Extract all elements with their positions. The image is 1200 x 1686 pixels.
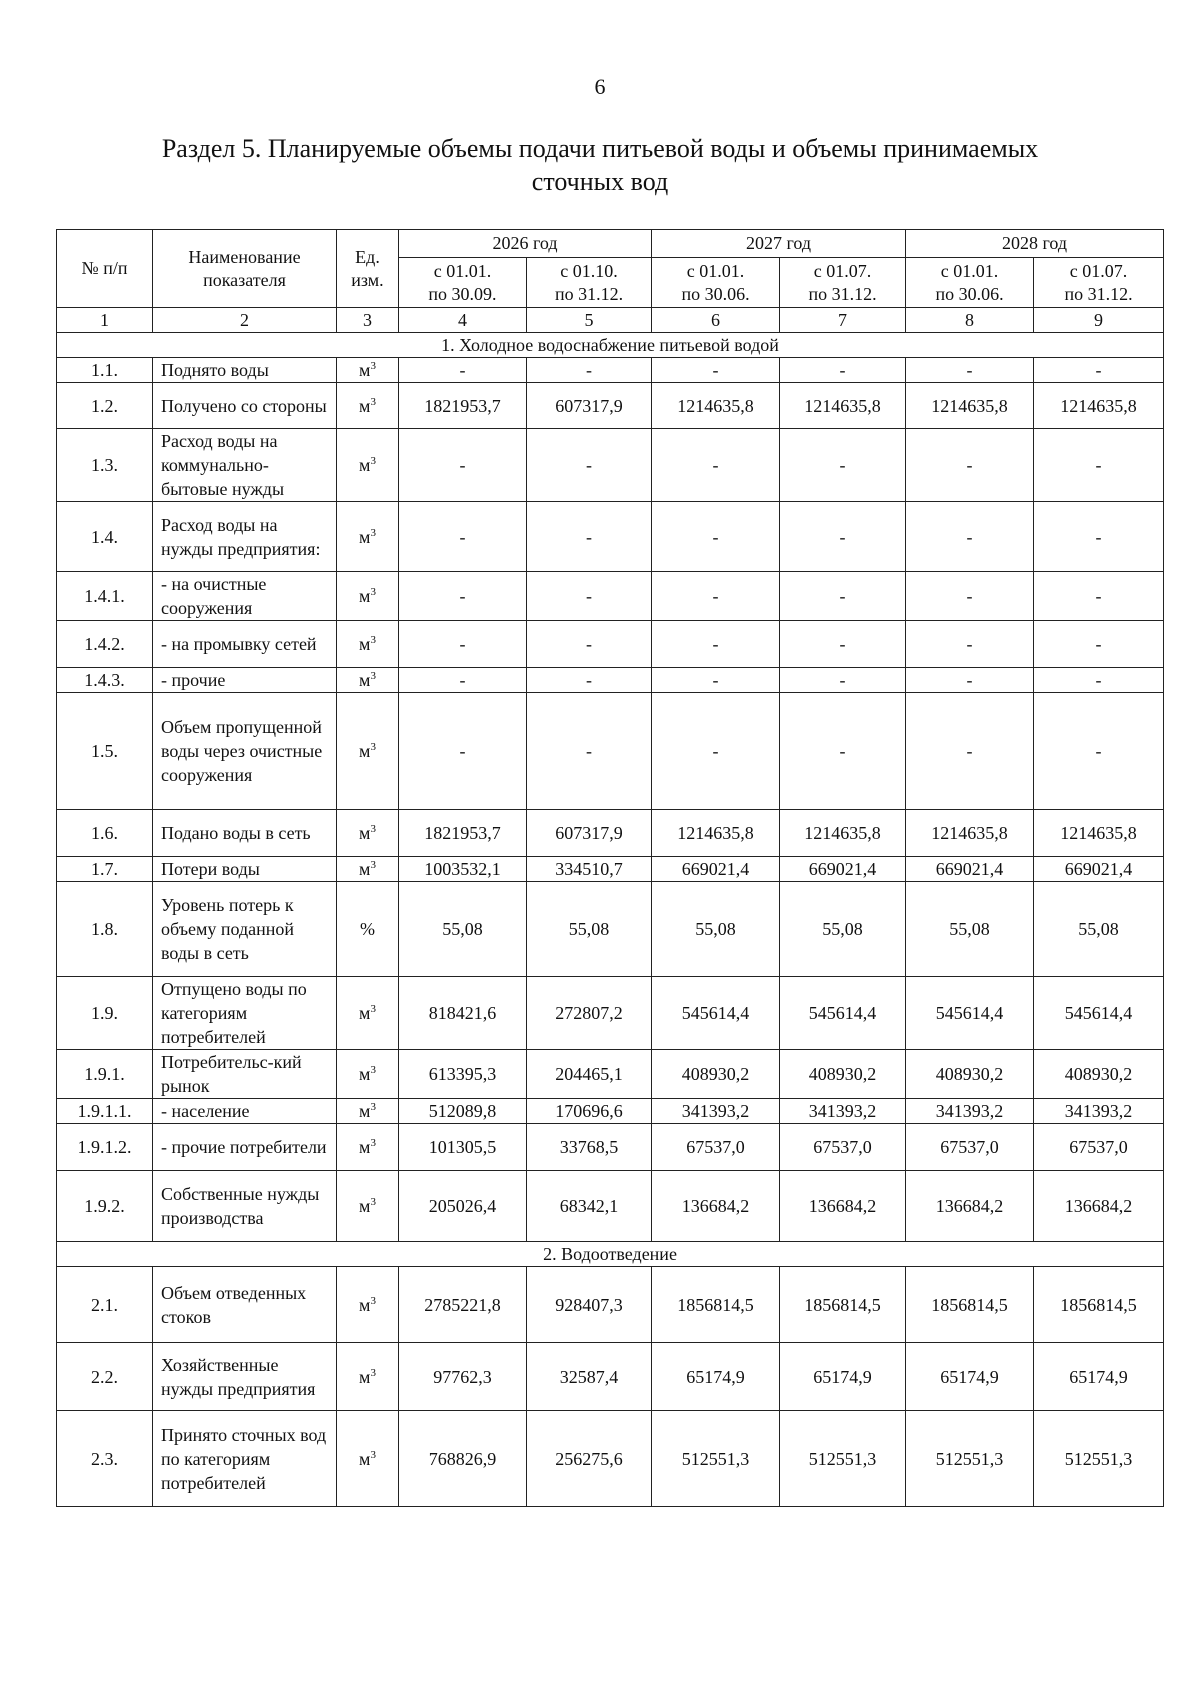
row-number: 1.4.1. — [57, 572, 153, 621]
row-value: - — [527, 693, 652, 810]
row-value: - — [652, 668, 780, 693]
page-number: 6 — [594, 74, 606, 99]
row-name: - прочие — [153, 668, 337, 693]
row-value: 1214635,8 — [652, 810, 780, 857]
row-unit — [337, 358, 399, 383]
header-num: № п/п — [57, 230, 153, 308]
row-number: 1.9. — [57, 977, 153, 1050]
page-title — [60, 132, 1140, 198]
period-from: с 01.10. — [560, 260, 618, 281]
unit-text: м — [359, 859, 371, 879]
row-value: 408930,2 — [906, 1050, 1034, 1099]
row-value: - — [780, 621, 906, 668]
row-value: - — [780, 572, 906, 621]
row-number: 1.5. — [57, 693, 153, 810]
row-value: 341393,2 — [780, 1099, 906, 1124]
row-value: 2785221,8 — [399, 1267, 527, 1343]
period-from: с 01.01. — [686, 260, 745, 281]
section-row — [57, 1242, 1164, 1267]
unit-text: м — [359, 526, 371, 547]
row-value: 512551,3 — [780, 1411, 906, 1507]
row-value: 136684,2 — [780, 1171, 906, 1242]
table-row — [57, 857, 1164, 882]
row-unit — [337, 810, 399, 857]
unit-superscript: 3 — [370, 1294, 376, 1307]
unit-superscript: 3 — [370, 670, 376, 682]
row-value: - — [527, 572, 652, 621]
row-name: - прочие потребители — [153, 1124, 337, 1171]
row-unit — [337, 977, 399, 1050]
row-number: 1.9.1.1. — [57, 1099, 153, 1124]
row-value: - — [1034, 621, 1164, 668]
table-row — [57, 502, 1164, 572]
unit-superscript: 3 — [370, 741, 376, 753]
unit-text: м — [359, 1064, 371, 1084]
row-value: - — [652, 621, 780, 668]
section-title: 1. Холодное водоснабжение питьевой водой — [57, 333, 1164, 358]
row-unit — [337, 429, 399, 502]
unit-text: м — [359, 634, 371, 654]
table-row — [57, 1343, 1164, 1411]
unit-superscript: 3 — [370, 634, 376, 646]
row-value: 136684,2 — [1034, 1171, 1164, 1242]
row-value: 545614,4 — [906, 977, 1034, 1050]
title-line-2: сточных вод — [531, 167, 669, 196]
row-value: 1856814,5 — [906, 1267, 1034, 1343]
water-volume-table — [56, 229, 1164, 1507]
row-value: 607317,9 — [527, 383, 652, 429]
row-value: 1821953,7 — [399, 383, 527, 429]
unit-superscript: 3 — [370, 526, 376, 539]
unit-text: м — [359, 823, 371, 843]
row-value: - — [1034, 668, 1164, 693]
period-from: с 01.07. — [1069, 260, 1128, 281]
unit-superscript: 3 — [370, 859, 376, 871]
table-row — [57, 1411, 1164, 1507]
unit-superscript: 3 — [370, 586, 376, 598]
row-number: 1.2. — [57, 383, 153, 429]
row-value: 55,08 — [906, 882, 1034, 977]
unit-text: м — [359, 1196, 371, 1216]
column-number: 9 — [1034, 308, 1164, 333]
row-unit — [337, 502, 399, 572]
unit-text: м — [359, 395, 371, 416]
row-name: Подано воды в сеть — [153, 810, 337, 857]
table-row — [57, 572, 1164, 621]
column-number: 7 — [780, 308, 906, 333]
row-value: - — [652, 502, 780, 572]
row-unit — [337, 857, 399, 882]
row-value: - — [780, 668, 906, 693]
row-value: 65174,9 — [906, 1343, 1034, 1411]
row-value: 341393,2 — [906, 1099, 1034, 1124]
section-title: 2. Водоотведение — [57, 1242, 1164, 1267]
unit-text: м — [359, 1003, 371, 1023]
row-unit — [337, 572, 399, 621]
row-value: 55,08 — [399, 882, 527, 977]
row-number: 1.8. — [57, 882, 153, 977]
row-name: Объем отведенных стоков — [153, 1267, 337, 1343]
header-year-2027: 2027 год — [652, 230, 906, 258]
table-row — [57, 621, 1164, 668]
unit-text: % — [360, 919, 375, 939]
row-name: Уровень потерь к объему поданной воды в сеть — [153, 882, 337, 977]
row-name: Получено со стороны — [153, 383, 337, 429]
row-number: 1.9.1.2. — [57, 1124, 153, 1171]
row-value: 67537,0 — [780, 1124, 906, 1171]
row-value: 334510,7 — [527, 857, 652, 882]
unit-superscript: 3 — [370, 823, 376, 835]
row-name: Собственные нужды производства — [153, 1171, 337, 1242]
row-name: Хозяйственные нужды предприятия — [153, 1343, 337, 1411]
row-unit — [337, 1050, 399, 1099]
column-number: 3 — [337, 308, 399, 333]
table-row — [57, 1099, 1164, 1124]
row-value: - — [906, 358, 1034, 383]
row-value: 68342,1 — [527, 1171, 652, 1242]
row-value: 768826,9 — [399, 1411, 527, 1507]
row-value: 55,08 — [527, 882, 652, 977]
row-value: 613395,3 — [399, 1050, 527, 1099]
unit-superscript: 3 — [370, 1101, 376, 1113]
row-value: 408930,2 — [652, 1050, 780, 1099]
unit-superscript: 3 — [370, 1366, 376, 1379]
period-to: по 30.06. — [935, 283, 1004, 304]
row-name: Потребительс-кий рынок — [153, 1050, 337, 1099]
row-unit — [337, 1171, 399, 1242]
row-unit — [337, 1411, 399, 1507]
row-number: 2.3. — [57, 1411, 153, 1507]
unit-superscript: 3 — [370, 1064, 376, 1076]
row-value: 65174,9 — [652, 1343, 780, 1411]
row-value: - — [906, 572, 1034, 621]
header-period — [780, 258, 906, 308]
table-row — [57, 810, 1164, 857]
row-value: 669021,4 — [1034, 857, 1164, 882]
unit-text: м — [359, 1294, 371, 1315]
row-value: 512551,3 — [1034, 1411, 1164, 1507]
table-row — [57, 1267, 1164, 1343]
unit-superscript: 3 — [370, 395, 376, 408]
row-value: 101305,5 — [399, 1124, 527, 1171]
row-name: Потери воды — [153, 857, 337, 882]
unit-text: м — [359, 1366, 371, 1387]
row-number: 1.4.3. — [57, 668, 153, 693]
row-value: 256275,6 — [527, 1411, 652, 1507]
unit-superscript: 3 — [370, 1196, 376, 1208]
unit-superscript: 3 — [370, 1137, 376, 1149]
row-unit — [337, 1343, 399, 1411]
title-line-1: Раздел 5. Планируемые объемы подачи питьевой воды и объемы принимаемых — [161, 134, 1039, 163]
row-unit — [337, 1099, 399, 1124]
header-year-2026: 2026 год — [399, 230, 652, 258]
row-name: - население — [153, 1099, 337, 1124]
table-row — [57, 1171, 1164, 1242]
table-row — [57, 668, 1164, 693]
header-name: Наименование показателя — [153, 230, 337, 308]
row-value: - — [1034, 358, 1164, 383]
row-value: 65174,9 — [1034, 1343, 1164, 1411]
table-row — [57, 358, 1164, 383]
row-value: 67537,0 — [1034, 1124, 1164, 1171]
row-value: 205026,4 — [399, 1171, 527, 1242]
row-number: 2.2. — [57, 1343, 153, 1411]
row-number: 1.4. — [57, 502, 153, 572]
column-number: 6 — [652, 308, 780, 333]
row-value: 33768,5 — [527, 1124, 652, 1171]
row-value: 136684,2 — [652, 1171, 780, 1242]
row-value: 1214635,8 — [652, 383, 780, 429]
row-value: - — [1034, 429, 1164, 502]
header-unit: Ед. изм. — [337, 230, 399, 308]
row-value: - — [399, 572, 527, 621]
row-value: 1856814,5 — [1034, 1267, 1164, 1343]
period-from: с 01.01. — [940, 260, 999, 281]
row-unit — [337, 1124, 399, 1171]
row-name: - на промывку сетей — [153, 621, 337, 668]
unit-text: м — [359, 1137, 371, 1157]
period-to: по 31.12. — [808, 283, 877, 304]
row-name: Расход воды на нужды предприятия: — [153, 502, 337, 572]
header-period — [1034, 258, 1164, 308]
row-value: 1214635,8 — [1034, 383, 1164, 429]
unit-text: м — [359, 360, 371, 380]
row-value: - — [652, 358, 780, 383]
row-value: - — [652, 693, 780, 810]
row-unit — [337, 621, 399, 668]
row-value: 341393,2 — [652, 1099, 780, 1124]
row-value: 818421,6 — [399, 977, 527, 1050]
period-to: по 30.09. — [428, 283, 497, 304]
table-row — [57, 383, 1164, 429]
row-value: - — [527, 358, 652, 383]
row-value: 512089,8 — [399, 1099, 527, 1124]
header-period — [906, 258, 1034, 308]
unit-superscript: 3 — [370, 360, 376, 372]
column-number: 2 — [153, 308, 337, 333]
row-value: 55,08 — [1034, 882, 1164, 977]
row-value: - — [906, 693, 1034, 810]
row-value: 341393,2 — [1034, 1099, 1164, 1124]
row-value: - — [399, 693, 527, 810]
row-value: - — [399, 621, 527, 668]
unit-text: м — [359, 670, 371, 690]
row-value: - — [399, 502, 527, 572]
period-from: с 01.01. — [433, 260, 492, 281]
row-value: - — [527, 502, 652, 572]
header-period — [399, 258, 527, 308]
row-value: - — [780, 358, 906, 383]
row-value: 1214635,8 — [780, 383, 906, 429]
row-value: 1214635,8 — [1034, 810, 1164, 857]
row-number: 1.3. — [57, 429, 153, 502]
column-number: 4 — [399, 308, 527, 333]
row-value: 32587,4 — [527, 1343, 652, 1411]
section-row — [57, 333, 1164, 358]
row-unit — [337, 1267, 399, 1343]
row-value: 65174,9 — [780, 1343, 906, 1411]
row-value: - — [652, 572, 780, 621]
row-value: - — [652, 429, 780, 502]
table-row — [57, 882, 1164, 977]
row-value: 272807,2 — [527, 977, 652, 1050]
row-value: 1214635,8 — [906, 383, 1034, 429]
row-value: 545614,4 — [780, 977, 906, 1050]
row-value: - — [399, 429, 527, 502]
row-name: Принято сточных вод по категориям потребителей — [153, 1411, 337, 1507]
row-value: 67537,0 — [652, 1124, 780, 1171]
row-value: 55,08 — [652, 882, 780, 977]
row-unit — [337, 383, 399, 429]
row-value: - — [527, 621, 652, 668]
unit-text: м — [359, 1448, 371, 1469]
row-number: 1.7. — [57, 857, 153, 882]
unit-text: м — [359, 1101, 371, 1121]
row-value: - — [527, 668, 652, 693]
table-row — [57, 429, 1164, 502]
row-value: 669021,4 — [652, 857, 780, 882]
row-value: - — [780, 429, 906, 502]
unit-superscript: 3 — [370, 1003, 376, 1015]
column-number: 5 — [527, 308, 652, 333]
row-value: - — [906, 429, 1034, 502]
row-number: 1.9.2. — [57, 1171, 153, 1242]
row-number: 1.6. — [57, 810, 153, 857]
row-value: 67537,0 — [906, 1124, 1034, 1171]
row-value: - — [906, 668, 1034, 693]
column-number: 1 — [57, 308, 153, 333]
row-value: 97762,3 — [399, 1343, 527, 1411]
unit-text: м — [359, 455, 371, 475]
unit-superscript: 3 — [370, 455, 376, 467]
header-year-2028: 2028 год — [906, 230, 1164, 258]
unit-superscript: 3 — [370, 1448, 376, 1461]
row-name: - на очистные сооружения — [153, 572, 337, 621]
row-value: - — [1034, 693, 1164, 810]
header-period — [527, 258, 652, 308]
row-value: 545614,4 — [652, 977, 780, 1050]
column-number: 8 — [906, 308, 1034, 333]
row-value: 408930,2 — [1034, 1050, 1164, 1099]
table-row — [57, 1124, 1164, 1171]
table-row — [57, 1050, 1164, 1099]
row-value: - — [780, 693, 906, 810]
row-unit — [337, 882, 399, 977]
row-value: 928407,3 — [527, 1267, 652, 1343]
row-value: - — [780, 502, 906, 572]
row-value: 1214635,8 — [780, 810, 906, 857]
period-to: по 31.12. — [1064, 283, 1133, 304]
row-number: 1.1. — [57, 358, 153, 383]
row-value: - — [527, 429, 652, 502]
period-to: по 31.12. — [554, 283, 624, 304]
row-value: 1214635,8 — [906, 810, 1034, 857]
period-to: по 30.06. — [681, 283, 750, 304]
row-name: Объем пропущенной воды через очистные сооружения — [153, 693, 337, 810]
row-value: 408930,2 — [780, 1050, 906, 1099]
table-row — [57, 693, 1164, 810]
row-value: 512551,3 — [652, 1411, 780, 1507]
row-unit — [337, 693, 399, 810]
row-unit — [337, 668, 399, 693]
row-value: - — [399, 358, 527, 383]
row-value: 1003532,1 — [399, 857, 527, 882]
header-period — [652, 258, 780, 308]
row-value: 669021,4 — [780, 857, 906, 882]
row-name: Поднято воды — [153, 358, 337, 383]
row-value: 136684,2 — [906, 1171, 1034, 1242]
unit-text: м — [359, 586, 371, 606]
row-value: - — [1034, 502, 1164, 572]
row-value: 170696,6 — [527, 1099, 652, 1124]
unit-text: м — [359, 741, 371, 761]
row-value: - — [906, 502, 1034, 572]
row-value: - — [399, 668, 527, 693]
row-value: - — [906, 621, 1034, 668]
period-from: с 01.07. — [813, 260, 872, 281]
row-number: 1.4.2. — [57, 621, 153, 668]
row-name: Отпущено воды по категориям потребителей — [153, 977, 337, 1050]
row-value: 1856814,5 — [780, 1267, 906, 1343]
row-value: 607317,9 — [527, 810, 652, 857]
row-value: 204465,1 — [527, 1050, 652, 1099]
row-value: 55,08 — [780, 882, 906, 977]
row-value: 669021,4 — [906, 857, 1034, 882]
row-value: - — [1034, 572, 1164, 621]
table-row — [57, 977, 1164, 1050]
row-name: Расход воды на коммунально-бытовые нужды — [153, 429, 337, 502]
row-value: 1856814,5 — [652, 1267, 780, 1343]
row-value: 1821953,7 — [399, 810, 527, 857]
row-value: 545614,4 — [1034, 977, 1164, 1050]
row-number: 2.1. — [57, 1267, 153, 1343]
row-number: 1.9.1. — [57, 1050, 153, 1099]
row-value: 512551,3 — [906, 1411, 1034, 1507]
